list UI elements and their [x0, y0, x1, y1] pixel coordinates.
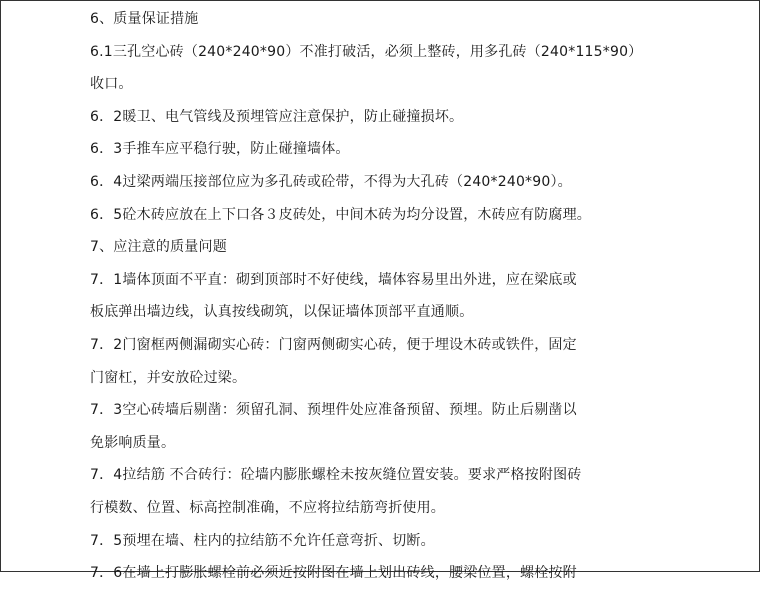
paragraph-line: 门窗杠，并安放砼过梁。 [90, 369, 247, 386]
document-body [90, 0, 690, 590]
paragraph-line: 6．2暖卫、电气管线及预埋管应注意保护，防止碰撞损坏。 [90, 108, 464, 125]
paragraph-line: 免影响质量。 [90, 434, 176, 451]
paragraph-line: 7．5预埋在墙、柱内的拉结筋不允许任意弯折、切断。 [90, 532, 435, 549]
paragraph-line: 7．3空心砖墙后剔凿：须留孔洞、预埋件处应准备预留、预埋。防止后剔凿以 [90, 402, 577, 419]
section-heading-6: 6、质量保证措施 [90, 11, 199, 27]
paragraph-line: 7．1墙体顶面不平直：砌到顶部时不好使线，墙体容易里出外进，应在梁底或 [90, 271, 577, 288]
paragraph-line: 7．6在墙上打膨胀螺栓前必须近按附图在墙上划出砖线，腰梁位置，螺栓按附 [90, 565, 577, 582]
paragraph-line: 行模数、位置、标高控制准确，不应将拉结筋弯折使用。 [90, 499, 445, 516]
paragraph-line: 6．5砼木砖应放在上下口各３皮砖处，中间木砖为均分设置，木砖应有防腐理。 [90, 206, 592, 223]
paragraph-line: 7．4拉结筋 不合砖行：砼墙内膨胀螺栓未按灰缝位置安装。要求严格按附图砖 [90, 467, 582, 484]
paragraph-line: 6．3手推车应平稳行驶，防止碰撞墙体。 [90, 141, 350, 158]
paragraph-line: 7．2门窗框两侧漏砌实心砖：门窗两侧砌实心砖，便于埋设木砖或铁件，固定 [90, 336, 577, 353]
paragraph-line: 板底弹出墙边线，认真按线砌筑，以保证墙体顶部平直通顺。 [90, 304, 474, 321]
paragraph-line: 6．4过梁两端压接部位应为多孔砖或砼带，不得为大孔砖（240*240*90）。 [90, 173, 572, 190]
section-heading-7: 7、应注意的质量问题 [90, 239, 227, 256]
paragraph-line: 6.1三孔空心砖（240*240*90）不准打破活，必须上整砖，用多孔砖（240*115*90） [90, 43, 643, 60]
paragraph-line: 收口。 [90, 76, 133, 93]
